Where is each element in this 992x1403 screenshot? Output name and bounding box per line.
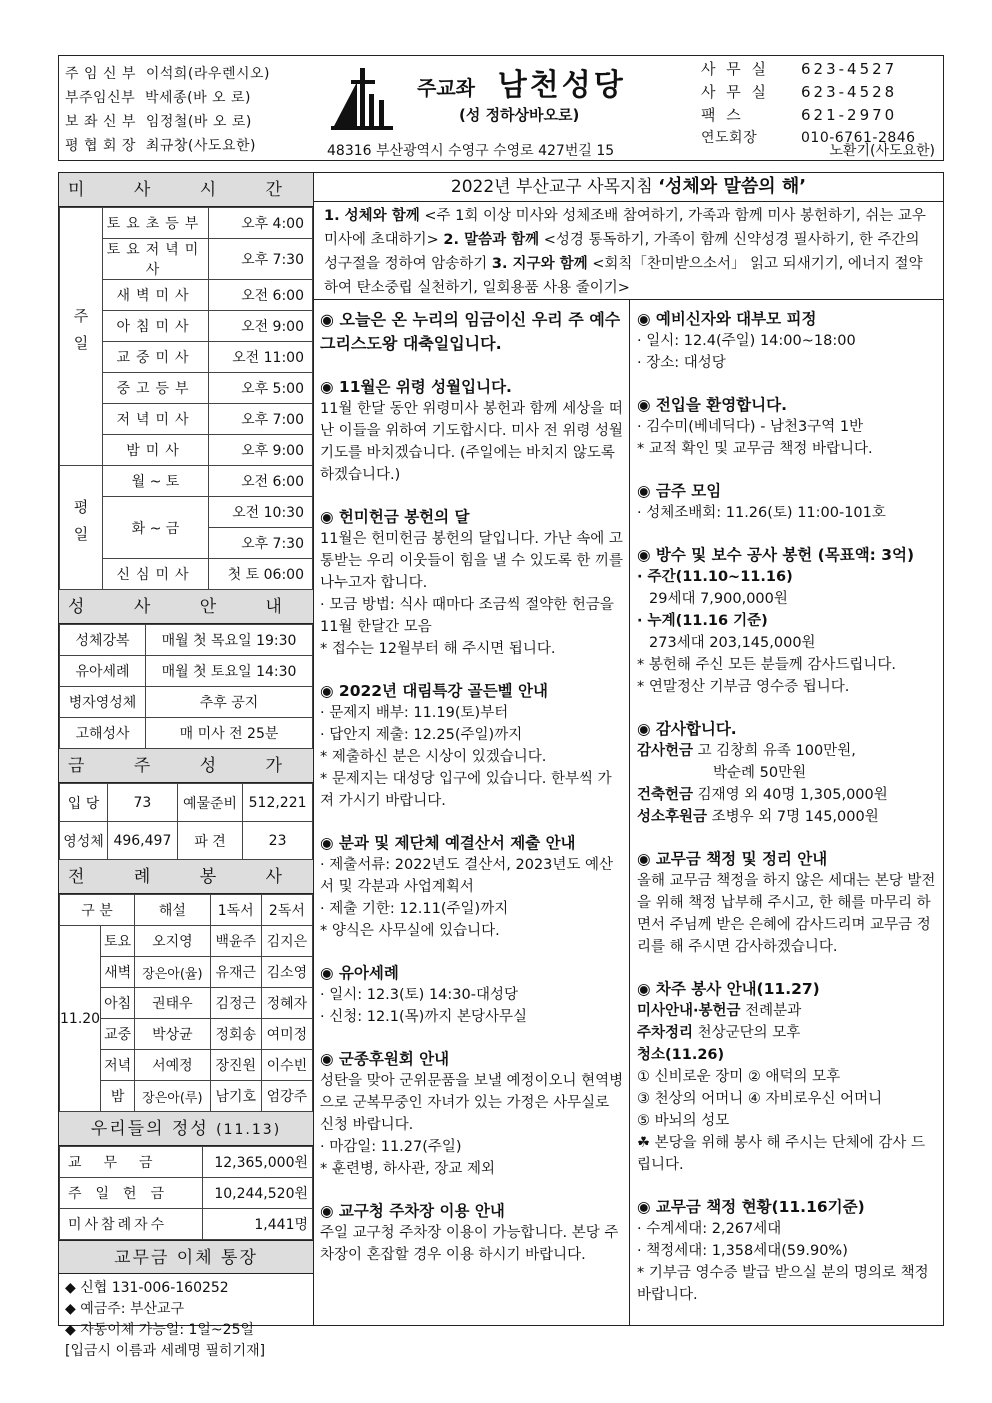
- notice-bullet: · 마감일: 11.27(주일): [320, 1139, 462, 1155]
- service-group: 천상군단의 모후: [693, 1025, 801, 1041]
- notice-bullet: * 연말정산 기부금 영수증 됩니다.: [637, 679, 850, 695]
- table-row: [60, 656, 313, 687]
- offering-title: [59, 1112, 313, 1146]
- mass-name: 새벽미사: [103, 280, 209, 311]
- mass-time: 오전 6:00: [209, 280, 313, 311]
- hymn-number: 496,497: [108, 822, 178, 860]
- thanks-detail: 김재영 외 40명 1,305,000원: [693, 787, 888, 803]
- hymns-table: [59, 783, 313, 860]
- pastoral-body: [314, 202, 943, 302]
- hymn-label: 입 당: [60, 784, 108, 822]
- notice-bullet: · 성체조배회: 11.26(토) 11:00-101호: [637, 505, 886, 521]
- notice-donation: [320, 506, 625, 660]
- hymn-number: 73: [108, 784, 178, 822]
- liturgy-commentator: 장은아(율): [135, 957, 211, 988]
- hymn-label: 예물준비: [177, 784, 242, 822]
- liturgy-reader1: 유재근: [210, 957, 261, 988]
- notice-title: ◉ 오늘은 온 누리의 임금이신 우리 주 예수 그리스도왕 대축일입니다.: [320, 310, 621, 353]
- table-row: [60, 1209, 313, 1240]
- liturgy-mass: 교중: [101, 1019, 135, 1050]
- liturgy-reader2: 김지은: [261, 926, 312, 957]
- contact-value: 621-2970: [801, 106, 898, 124]
- clergy-row: [65, 62, 270, 86]
- mass-time: 오전 11:00: [209, 342, 313, 373]
- sunday-label-text: 주일: [71, 307, 90, 362]
- mass-name: 토요초등부: [103, 208, 209, 239]
- table-row: [60, 625, 313, 656]
- thanks-detail: 조병우 외 7명 145,000원: [707, 809, 879, 825]
- notice-bullet: · 답안지 제출: 12.25(주일)까지: [320, 727, 523, 743]
- thanks-category: 감사헌금: [637, 743, 694, 759]
- notice-bullet: · 장소: 대성당: [637, 355, 726, 371]
- thanks-category: 건축헌금: [637, 787, 694, 803]
- mass-times-title: 미 사 시 간: [59, 173, 313, 207]
- announcement-column-right: [631, 300, 942, 1325]
- church-name: 남천성당: [497, 68, 626, 103]
- notice-title: ◉ 전입을 환영합니다.: [637, 396, 787, 414]
- offering-table: [59, 1146, 313, 1240]
- account-line: [입금시 이름과 세례명 필히기재]: [65, 1343, 266, 1359]
- service-group: ③ 천상의 어머니 ④ 자비로우신 어머니: [637, 1091, 883, 1107]
- notice-parking: [320, 1200, 625, 1266]
- pastoral-title: [314, 173, 943, 201]
- account-line: ◆ 신협 131-006-160252: [65, 1280, 229, 1296]
- notice-bullet: · 일시: 12.3(토) 14:30-대성당: [320, 987, 518, 1003]
- clergy-name: 이석희(라우렌시오): [145, 66, 270, 82]
- table-row: [60, 1178, 313, 1209]
- pastoral-point: 1. 성체와 함께: [324, 208, 420, 224]
- sacrament-value: 매월 첫 목요일 19:30: [146, 625, 313, 656]
- notice-title: ◉ 차주 봉사 안내(11.27): [637, 980, 820, 998]
- contact-value: 623-4528: [801, 83, 898, 101]
- notice-bullet: · 수계세대: 2,267세대: [637, 1221, 782, 1237]
- column-header: 1독서: [210, 895, 261, 926]
- clergy-role: 평 협 회 장: [65, 138, 136, 154]
- mass-name: 저녁미사: [103, 404, 209, 435]
- mass-times-table: [59, 207, 313, 590]
- notice-title: ◉ 11월은 위령 성월입니다.: [320, 378, 512, 396]
- notice-bullet: · 신청: 12.1(목)까지 본당사무실: [320, 1009, 527, 1025]
- liturgy-commentator: 서예정: [135, 1050, 211, 1081]
- mass-time: 오후 5:00: [209, 373, 313, 404]
- notice-body: 11월 한달 동안 위령미사 봉헌과 함께 세상을 떠난 이들을 위하여 기도합시다. 미사 전 위령 성월 기도를 바치겠습니다. (주일에는 바치지 않도록 하겠습니다.): [320, 401, 624, 483]
- clergy-role: 부주임신부: [65, 90, 136, 106]
- service-note: ☘ 본당을 위해 봉사 해 주시는 단체에 감사 드립니다.: [637, 1135, 925, 1173]
- liturgy-reader2: 이수빈: [261, 1050, 312, 1081]
- mass-name: 교중미사: [103, 342, 209, 373]
- mass-name: 화 ~ 금: [103, 497, 209, 559]
- column-header: 2독서: [261, 895, 312, 926]
- mass-name: 아침미사: [103, 311, 209, 342]
- weekday-label-text: 평일: [71, 498, 90, 553]
- sacrament-value: 매월 첫 토요일 14:30: [146, 656, 313, 687]
- hymns-title: 금 주 성 가: [59, 749, 313, 783]
- contact-row: [701, 104, 916, 127]
- liturgy-date: 11.20: [60, 926, 101, 1112]
- table-row: [60, 822, 313, 860]
- pastoral-text: <성경 통독하기, 가족이 함께 신약성경 필사하기, 한 주간의 성구절을 정하여 암송하기: [324, 232, 920, 272]
- announcements: [314, 300, 944, 1326]
- pastoral-guideline: [314, 172, 944, 300]
- church-title: [417, 60, 626, 104]
- service-role: 청소(11.26): [637, 1047, 725, 1063]
- notice-military: [320, 1048, 625, 1180]
- column-header: 구 분: [60, 895, 135, 926]
- service-group: 전례분과: [740, 1003, 802, 1019]
- notice-body: 11월은 헌미헌금 봉헌의 달입니다. 가난 속에 고통받는 우리 이웃들이 힘을 낼 수 있도록 한 끼를 나누고자 합니다.: [320, 531, 624, 591]
- contact-person: 노환기(사도요한): [829, 143, 935, 159]
- mass-name: 월 ~ 토: [103, 466, 209, 497]
- pastoral-point: 2. 말씀과 함께: [443, 232, 540, 248]
- notice-bullet: * 접수는 12월부터 해 주시면 됩니다.: [320, 641, 556, 657]
- service-role: 미사안내·봉헌금: [637, 1003, 741, 1019]
- notice-retreat: [637, 308, 938, 374]
- contact-key: 사 무 실: [701, 60, 770, 78]
- notice-bullet: * 제출하신 분은 시상이 있겠습니다.: [320, 749, 547, 765]
- notice-budget: [320, 832, 625, 942]
- clergy-role: 보 좌 신 부: [65, 114, 136, 130]
- liturgy-commentator: 박상균: [135, 1019, 211, 1050]
- notice-title: ◉ 금주 모임: [637, 482, 722, 500]
- sacrament-name: 성체강복: [60, 625, 146, 656]
- sidebar: [58, 172, 314, 1359]
- account-line: ◆ 자동이체 가능일: 1일~25일: [65, 1322, 255, 1338]
- notice-body: 주일 교구청 주차장 이용이 가능합니다. 본당 주차장이 혼잡할 경우 이용 하시기 바랍니다.: [320, 1225, 619, 1263]
- mass-time: 오후 9:00: [209, 435, 313, 466]
- notice-bullet: * 훈련병, 하사관, 장교 제외: [320, 1161, 495, 1177]
- liturgy-mass: 저녁: [101, 1050, 135, 1081]
- notice-king-feast: [320, 308, 625, 356]
- offering-name: 미사참례자수: [60, 1209, 203, 1240]
- clergy-row: [65, 110, 270, 134]
- sacrament-name: 고해성사: [60, 718, 146, 749]
- contact-row: [701, 81, 916, 104]
- offering-value: 12,365,000원: [203, 1147, 313, 1178]
- notice-title: ◉ 분과 및 제단체 예결산서 제출 안내: [320, 834, 576, 852]
- liturgy-commentator: 권태우: [135, 988, 211, 1019]
- sacrament-value: 추후 공지: [146, 687, 313, 718]
- notice-bullet: · 일시: 12.4(주일) 14:00~18:00: [637, 333, 856, 349]
- notice-service: [637, 978, 938, 1176]
- mass-time: 오후 7:30: [209, 239, 313, 280]
- mass-time: 오전 9:00: [209, 311, 313, 342]
- mass-time: 오후 7:30: [209, 528, 313, 559]
- clergy-role: 주 임 신 부: [65, 66, 136, 82]
- thanks-detail: 박순례 50만원: [713, 765, 807, 781]
- notice-title: ◉ 유아세례: [320, 964, 399, 982]
- notice-dues: [637, 848, 938, 958]
- clergy-name: 최규창(사도요한): [145, 138, 256, 154]
- table-row: [60, 895, 313, 926]
- liturgy-reader2: 김소영: [261, 957, 312, 988]
- notice-title: ◉ 2022년 대림특강 골든벨 안내: [320, 682, 548, 700]
- clergy-name: 박세종(바 오 로): [145, 90, 251, 106]
- notice-body: 올해 교무금 책정을 하지 않은 세대는 본당 발전을 위해 책정 납부해 주시고, 한 해를 마무리 하면서 주님께 받은 은혜에 감사드리며 교무금 정리를 해 주시면 감사하겠습니다.: [637, 873, 936, 955]
- notice-title: ◉ 군종후원회 안내: [320, 1050, 450, 1068]
- offering-date: (11.13): [216, 1122, 282, 1138]
- table-row: [60, 208, 313, 239]
- table-row: [60, 926, 313, 957]
- title-prefix: 주교좌: [417, 76, 475, 100]
- mass-time: 오전 6:00: [209, 466, 313, 497]
- sacrament-name: 유아세례: [60, 656, 146, 687]
- account-title: 교무금 이체 통장: [59, 1240, 313, 1274]
- contact-key: 연도회장: [701, 130, 758, 146]
- sacrament-value: 매 미사 전 25분: [146, 718, 313, 749]
- liturgy-reader2: 엄강주: [261, 1081, 312, 1112]
- contact-value: 623-4527: [801, 60, 898, 78]
- thanks-detail: 고 김창희 유족 100만원,: [693, 743, 856, 759]
- sacrament-title: 성 사 안 내: [59, 590, 313, 624]
- liturgy-mass: 토요: [101, 926, 135, 957]
- offering-title-text: 우리들의 정성: [90, 1119, 209, 1139]
- mass-time: 첫 토 06:00: [209, 559, 313, 590]
- table-row: [60, 466, 313, 497]
- clergy-name: 임정철(바 오 로): [145, 114, 252, 130]
- table-row: [60, 784, 313, 822]
- table-row: [60, 718, 313, 749]
- liturgy-reader1: 백윤주: [210, 926, 261, 957]
- contact-list: [701, 58, 916, 150]
- notice-bullet: * 문제지는 대성당 입구에 있습니다. 한부씩 가져 가시기 바랍니다.: [320, 771, 612, 809]
- pastoral-title-theme: ‘성체와 말씀의 해’: [658, 176, 807, 197]
- notice-bullet: · 김수미(베네딕다) - 남천3구역 1반: [637, 419, 864, 435]
- mass-time: 오후 4:00: [209, 208, 313, 239]
- notice-title: ◉ 방수 및 보수 공사 봉헌 (목표액: 3억): [637, 546, 915, 564]
- offering-value: 1,441명: [203, 1209, 313, 1240]
- notice-meetings: [637, 480, 938, 524]
- notice-bullet: · 모금 방법: 식사 때마다 조금씩 절약한 헌금을 11월 한달간 모음: [320, 597, 614, 635]
- notice-infant-baptism: [320, 962, 625, 1028]
- notice-souls-month: [320, 376, 625, 486]
- liturgy-commentator: 장은아(루): [135, 1081, 211, 1112]
- notice-title: ◉ 교무금 책정 현황(11.16기준): [637, 1198, 865, 1216]
- mass-name: 토요저녁미사: [103, 239, 209, 280]
- offering-name: 주일헌금: [60, 1178, 203, 1209]
- patron-subtitle: (성 정하상바오로): [459, 106, 580, 124]
- service-group: ① 신비로운 장미 ② 애덕의 모후: [637, 1069, 841, 1085]
- liturgy-title: 전 례 봉 사: [59, 860, 313, 894]
- contact-value: 010-6761-2846: [801, 130, 916, 146]
- notice-title: ◉ 헌미헌금 봉헌의 달: [320, 508, 470, 526]
- hymn-number: 512,221: [243, 784, 313, 822]
- notice-body: 성탄을 맞아 군위문품을 보낼 예정이오니 현역병으로 군복무중인 자녀가 있는 가정은 사무실로 신청 바랍니다.: [320, 1073, 624, 1133]
- announcement-column-left: [314, 300, 630, 1325]
- sunday-label: [60, 208, 103, 466]
- liturgy-table: [59, 894, 313, 1112]
- hymn-label: 파 견: [177, 822, 242, 860]
- notice-bullet: · 주간(11.10~11.16): [637, 569, 793, 585]
- notice-bullet: · 제출서류: 2022년도 결산서, 2023년도 예산서 및 각분과 사업계획서: [320, 857, 614, 895]
- contact-row: [701, 58, 916, 81]
- notice-bullet: · 책정세대: 1,358세대(59.90%): [637, 1243, 848, 1259]
- notice-bullet: * 양식은 사무실에 있습니다.: [320, 923, 500, 939]
- notice-bullet: * 기부금 영수증 발급 받으실 분의 명의로 책정 바랍니다.: [637, 1265, 929, 1303]
- liturgy-reader1: 남기호: [210, 1081, 261, 1112]
- liturgy-reader1: 김정근: [210, 988, 261, 1019]
- liturgy-mass: 아침: [101, 988, 135, 1019]
- clergy-row: [65, 134, 270, 158]
- liturgy-commentator: 오지영: [135, 926, 211, 957]
- address: 48316 부산광역시 수영구 수영로 427번길 15: [327, 143, 615, 159]
- mass-name: 신심미사: [103, 559, 209, 590]
- sacrament-table: [59, 624, 313, 749]
- thanks-category: 성소후원금: [637, 809, 708, 825]
- liturgy-reader1: 정회송: [210, 1019, 261, 1050]
- table-row: [60, 687, 313, 718]
- pastoral-text: <주 1회 이상 미사와 성체조배 참여하기, 가족과 함께 미사 봉헌하기, 쉬는 교우 미사에 초대하기>: [324, 208, 926, 248]
- mass-time: 오후 7:00: [209, 404, 313, 435]
- notice-dues-status: [637, 1196, 938, 1306]
- notice-value: 273세대 203,145,000원: [649, 635, 816, 651]
- header-box: [58, 55, 944, 161]
- offering-value: 10,244,520원: [203, 1178, 313, 1209]
- liturgy-mass: 밤: [101, 1081, 135, 1112]
- account-info: [59, 1274, 313, 1366]
- column-header: 해설: [135, 895, 211, 926]
- mass-name: 중고등부: [103, 373, 209, 404]
- notice-repair-fund: [637, 544, 938, 698]
- mass-name: 밤미사: [103, 435, 209, 466]
- notice-welcome: [637, 394, 938, 460]
- service-role: 주차정리: [637, 1025, 694, 1041]
- service-group: ⑤ 바뇌의 성모: [637, 1113, 730, 1129]
- notice-bullet: * 봉헌해 주신 모든 분들께 감사드립니다.: [637, 657, 897, 673]
- mass-time: 오전 10:30: [209, 497, 313, 528]
- pastoral-point: 3. 지구와 함께: [491, 256, 588, 272]
- liturgy-reader2: 정혜자: [261, 988, 312, 1019]
- notice-bullet: · 제출 기한: 12.11(주일)까지: [320, 901, 509, 917]
- clergy-row: [65, 86, 270, 110]
- notice-golden-bell: [320, 680, 625, 812]
- clergy-list: [65, 62, 270, 158]
- sacrament-name: 병자영성체: [60, 687, 146, 718]
- notice-title: ◉ 감사합니다.: [637, 720, 737, 738]
- notice-thanks: [637, 718, 938, 828]
- pastoral-title-prefix: 2022년 부산교구 사목지침: [450, 177, 659, 197]
- liturgy-reader2: 여미정: [261, 1019, 312, 1050]
- contact-key: 팩 스: [701, 106, 744, 124]
- liturgy-mass: 새벽: [101, 957, 135, 988]
- notice-title: ◉ 교무금 책정 및 정리 안내: [637, 850, 828, 868]
- notice-bullet: * 교적 확인 및 교무금 책정 바랍니다.: [637, 441, 873, 457]
- notice-title: ◉ 교구청 주차장 이용 안내: [320, 1202, 505, 1220]
- church-logo-icon: [327, 64, 397, 132]
- notice-value: 29세대 7,900,000원: [649, 591, 788, 607]
- notice-bullet: · 문제지 배부: 11.19(토)부터: [320, 705, 509, 721]
- offering-name: 교무금: [60, 1147, 203, 1178]
- notice-title: ◉ 예비신자와 대부모 피정: [637, 310, 817, 328]
- pastoral-text: <회칙「찬미받으소서」 읽고 되새기기, 에너지 절약하여 탄소중립 실천하기, 일회용품 사용 줄이기>: [324, 256, 923, 296]
- hymn-number: 23: [243, 822, 313, 860]
- contact-key: 사 무 실: [701, 83, 770, 101]
- account-line: ◆ 예금주: 부산교구: [65, 1301, 185, 1317]
- weekday-label: [60, 466, 103, 590]
- liturgy-reader1: 장진원: [210, 1050, 261, 1081]
- hymn-label: 영성체: [60, 822, 108, 860]
- table-row: [60, 1147, 313, 1178]
- notice-bullet: · 누계(11.16 기준): [637, 613, 768, 629]
